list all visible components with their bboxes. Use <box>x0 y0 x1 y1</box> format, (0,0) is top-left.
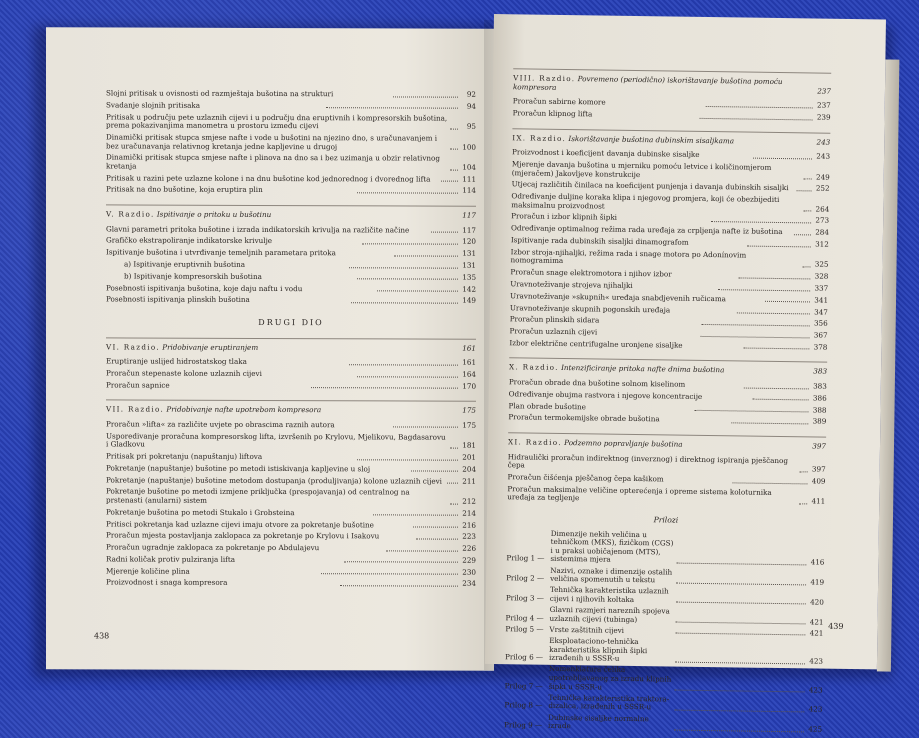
toc-entry-title: Pokretanje (napuštanje) bušotine metodom dostupanja (produljivanja) kolone uzlaznih cijevi <box>106 475 442 486</box>
toc-entry <box>106 464 476 474</box>
toc-entry-page: 411 <box>811 496 826 507</box>
section-title <box>513 74 817 95</box>
toc-entry-page: 230 <box>462 567 476 577</box>
toc-entry-title: Proračun i izbor klipnih šipki <box>511 211 618 223</box>
appendix-entry <box>504 713 822 735</box>
appendix-page: 423 <box>808 704 823 715</box>
toc-entry-title: Dinamički pritisak stupca smjese nafte i plinova na dno sa i bez uzimanja u obzir relativnog kretanja <box>106 152 440 171</box>
toc-entry-title: Pritisci pokretanja kad uzlazne cijevi imaju otvore za pokretanje bušotine <box>106 518 374 529</box>
appendix-title: Eksploataciono-tehnička karakteristika klipnih šipki izrađenih u SSSR-u <box>548 635 648 664</box>
toc-entry-title: Određivanje optimalnog režima rada uređaja za crpljenja nafte iz bušotina <box>510 223 783 237</box>
dot-leader <box>416 538 458 539</box>
dot-leader <box>733 482 808 484</box>
section-prefix: VIII. Razdio. <box>513 73 576 84</box>
dot-leader <box>357 376 458 377</box>
appendix-title: Tehnička karakteristika uzlaznih cijevi i njihovih koltaka <box>549 585 669 604</box>
section-page: 175 <box>462 405 476 416</box>
toc-entry-page: 386 <box>812 393 827 403</box>
section-page: 243 <box>816 137 831 147</box>
toc-entry-page: 328 <box>814 271 829 281</box>
appendix-title: Dubinske sisaljke normalne izrade <box>548 712 649 731</box>
toc-entry-title: Pokretanje bušotine po metodi izmjene priključka (prespojavanja) od centralnog na prstenasti (anularni) sistem <box>106 486 410 505</box>
toc-entry-title: Pokretanje (napuštanje) bušotine po metodi istiskivanja kapljevine u sloj <box>106 463 371 474</box>
section-heading <box>508 432 826 451</box>
dot-leader <box>752 399 808 401</box>
dot-leader <box>326 108 458 109</box>
appendix-label: Prilog 8 — <box>504 700 543 711</box>
toc-entry <box>106 369 476 379</box>
toc-entry-title: Određivanje obujma rastvora i njegove koncentracije <box>508 389 703 401</box>
toc-entry-title: Pokretanje bušotina po metodi Stukalo i Grobsteina <box>106 507 295 517</box>
toc-entry-title: Proizvodnost i koeficijent davanja dubinske sisaljke <box>512 147 700 160</box>
section-prefix: VI. Razdio. <box>106 341 160 352</box>
toc-entry-page: 243 <box>816 151 831 161</box>
dot-leader <box>394 255 458 256</box>
toc-entry-title: Proračun maksimalne veličine opterećenja i opreme sistema koloturnika uređaja za tegljenje <box>507 483 772 503</box>
toc-entry-title: Proračun klipnog lifta <box>512 108 593 119</box>
toc-entry-page: 212 <box>462 496 476 506</box>
toc-entry-page: 149 <box>462 296 476 306</box>
toc-entry <box>106 133 476 151</box>
dot-leader <box>753 157 812 159</box>
appendix-entry <box>506 529 824 568</box>
dot-leader <box>349 364 458 365</box>
toc-entry-page: 95 <box>466 121 476 131</box>
toc-entry <box>507 485 825 507</box>
toc-entry <box>106 555 476 565</box>
section-name: Pridobivanje nafte upotrebom kompresora <box>166 404 322 415</box>
section-page: 237 <box>817 86 832 96</box>
dot-leader <box>803 211 811 212</box>
toc-entry-page: 201 <box>462 452 476 462</box>
dot-leader <box>747 245 811 247</box>
dot-leader <box>340 585 458 586</box>
section-prefix: IX. Razdio. <box>512 132 567 143</box>
toc-entry-page: 214 <box>462 508 476 518</box>
toc-entry-title: Dinamički pritisak stupca smjese nafte i vode u bušotini na njezino dno, s uračunavanjem i bez uračunavanja relativnog kretanja jedne kapljevine u drugoj <box>106 132 437 151</box>
toc-entry-title: Proračun plinskih sidara <box>509 314 600 325</box>
section-name: Pridobivanje eruptiranjem <box>162 342 259 352</box>
toc-entry-page: 204 <box>462 464 477 474</box>
appendix-label: Prilog 6 — <box>504 652 544 662</box>
appendix-label: Prilog 3 — <box>505 593 545 603</box>
toc-entry-page: 229 <box>462 555 476 565</box>
dot-leader <box>377 291 458 292</box>
dot-leader <box>675 690 805 693</box>
dot-leader <box>357 459 458 460</box>
section-title <box>512 134 816 147</box>
toc-entry-title: Uravnoteživanje »skupnih« uređaja snabdjevenih ručicama <box>510 291 727 304</box>
toc-entry <box>106 544 476 554</box>
toc-entry-title: Proračun ugradnje zaklopaca za pokretanje po Abdulajevu <box>106 542 320 553</box>
appendix-entry <box>506 566 824 588</box>
section-page: 383 <box>813 366 828 377</box>
dot-leader <box>800 471 808 472</box>
appendix-entry <box>505 665 823 695</box>
toc-entry-title: Uravnoteživanje skupnih pogonskih uređaja <box>509 302 671 315</box>
dot-leader <box>450 503 458 504</box>
toc-entry <box>106 432 476 450</box>
appendix-label: Prilog 4 — <box>505 612 544 623</box>
toc-entry-title: b) Ispitivanje kompresorskih bušotina <box>124 271 262 281</box>
toc-entry-title: Proizvodnost i snaga kompresora <box>106 577 228 588</box>
dot-leader <box>676 563 806 566</box>
section-title <box>106 406 462 416</box>
section-name: Ispitivanje o pritoku u bušotinu <box>156 209 272 220</box>
toc-entry-page: 226 <box>462 543 477 553</box>
toc-entry-page: 94 <box>466 101 477 111</box>
section-prefix: X. Razdio. <box>509 362 559 373</box>
toc-entry-page: 337 <box>814 283 829 293</box>
toc-entry-title: Izbor stroja-njihaljki, režima rada i snage motora po Adonínovim nomogramima <box>510 247 747 266</box>
page-edge <box>877 59 900 671</box>
toc-entry-title: Proračun »lifta« za različite uvjete po obrascima raznih autora <box>106 419 335 430</box>
toc-entry-title: Proračun uzlaznih cijevi <box>509 326 598 337</box>
dot-leader <box>676 622 806 625</box>
toc-entry <box>106 508 476 518</box>
toc-entry-title: Određivanje duljine koraka klipa i njegovog promjera, koji će obezbijediti maksimalnu proizvodnost <box>511 191 780 211</box>
dot-leader <box>676 582 806 585</box>
toc-entry-page: 356 <box>813 318 828 329</box>
toc-entry-page: 161 <box>462 357 477 367</box>
toc-entry <box>106 186 476 196</box>
toc-entry-title: Utjecaj različitih činilaca na koeficijent punjenja i davanja dubinskih sisaljki <box>511 179 789 193</box>
toc-entry-title: Plan obrade bušotine <box>508 400 587 411</box>
toc-entry <box>512 160 830 182</box>
toc-entry-page: 92 <box>466 89 477 99</box>
toc-entry-page: 117 <box>462 225 476 235</box>
left-page <box>46 27 494 671</box>
toc-entry-title: Izbor električne centrifugalne uronjene sisaljke <box>509 338 683 350</box>
dot-leader <box>413 527 458 528</box>
toc-entry-page: 312 <box>815 239 829 249</box>
toc-entry <box>513 109 831 122</box>
dot-leader <box>731 422 808 424</box>
toc-entry-page: 409 <box>811 476 826 486</box>
section-heading <box>513 68 831 96</box>
dot-leader <box>676 602 806 605</box>
appendix-entry <box>505 636 823 666</box>
toc-entry-title: Svadanje slojnih pritisaka <box>106 100 201 110</box>
toc-entry-page: 383 <box>813 381 827 391</box>
dot-leader <box>718 289 810 291</box>
dot-leader <box>357 279 458 280</box>
toc-entry <box>106 101 476 111</box>
page-number-right: 439 <box>828 621 844 631</box>
toc-entry-title: Ispitivanje bušotina i utvrđivanje temeljnih parametara pritoka <box>106 247 336 258</box>
toc-entry <box>106 249 476 259</box>
section-name: Intenzificiranje pritoka nafte dnima bušotina <box>561 363 725 375</box>
appendices-title: Prilozi <box>653 515 679 525</box>
toc-entry-page: 131 <box>462 260 476 270</box>
toc-entry-title: Mjerenje davanja bušotina u mjerniku pomoću letvice i količinomjerom (mjeračem) Jakovljeve konstrukcije <box>511 159 772 179</box>
toc-entry-page: 223 <box>462 531 476 542</box>
toc-entry-page: 114 <box>462 186 476 196</box>
dot-leader <box>701 324 809 327</box>
appendix-label: Prilog 5 — <box>505 624 544 634</box>
toc-entry-page: 284 <box>815 227 830 237</box>
toc-entry-page: 142 <box>462 284 477 294</box>
appendix-page: 423 <box>809 656 824 666</box>
toc-entry-title: Posebnosti ispitivanja bušotina, koje daju naftu i vodu <box>106 282 303 293</box>
dot-leader <box>738 277 810 279</box>
appendix-title: Tehnička karakteristika traktora-dizalica, izrađenih u SSSR-u <box>548 692 670 712</box>
dot-leader <box>411 471 458 472</box>
dot-leader <box>802 266 810 267</box>
section-heading <box>106 337 476 353</box>
section-prefix: VII. Razdio. <box>106 404 165 414</box>
toc-entry-page: 378 <box>813 342 828 352</box>
right-toc <box>504 58 831 737</box>
toc-entry-page: 211 <box>462 476 476 486</box>
dot-leader <box>765 301 810 303</box>
part-title: DRUGI DIO <box>258 317 324 328</box>
toc-entry-title: Proračun mjesta postavljanja zaklopaca za pokretanje po Krylovu i Isakovu <box>106 530 380 541</box>
toc-entry-page: 388 <box>812 405 827 415</box>
dot-leader <box>311 387 458 389</box>
dot-leader <box>344 562 459 563</box>
toc-entry-title: Glavni parametri pritoka bušotine i izrada indikatorskih krivulja na različite načine <box>106 224 410 235</box>
dot-leader <box>797 190 812 191</box>
dot-leader <box>794 234 811 235</box>
toc-entry-page: 367 <box>813 330 828 340</box>
toc-entry <box>106 237 476 247</box>
dot-leader <box>351 302 458 303</box>
appendix-title: Vrste zaštitnih cijevi <box>549 624 625 635</box>
toc-entry-title: Radni količak protiv pulziranja lifta <box>106 554 235 564</box>
appendix-page: 423 <box>808 685 823 695</box>
section-heading <box>106 400 476 416</box>
appendix-page: 425 <box>808 724 823 734</box>
toc-entry-page: 397 <box>811 464 826 474</box>
toc-entry-title: Uravnoteživanje strojeva njihaljki <box>510 279 633 290</box>
dot-leader <box>373 515 458 516</box>
toc-entry-page: 181 <box>462 440 476 450</box>
dot-leader <box>349 267 458 268</box>
dot-leader <box>441 181 458 182</box>
section-title <box>106 343 462 353</box>
dot-leader <box>386 550 458 551</box>
dot-leader <box>674 729 804 732</box>
toc-entry <box>106 488 476 506</box>
toc-entry-page: 175 <box>462 420 477 430</box>
section-name: Podzemno popravljanje bušotina <box>564 438 683 449</box>
appendix-label: Prilog 1 — <box>506 553 545 564</box>
section-heading <box>512 128 830 147</box>
toc-entry-page: 234 <box>462 579 476 589</box>
dot-leader <box>804 178 812 179</box>
toc-entry-page: 216 <box>462 520 476 530</box>
appendix-title: Glavni razmjeri narezníh spojeva uzlaznih cijevi (tubinga) <box>549 604 670 624</box>
toc-entry <box>509 339 827 352</box>
section-name: Iskorištavanje bušotina dubinskim sisaljkama <box>568 133 735 145</box>
dot-leader <box>362 243 458 244</box>
toc-entry <box>106 296 476 306</box>
appendix-label: Prilog 2 — <box>506 573 545 583</box>
toc-entry <box>106 284 476 294</box>
toc-entry <box>106 260 476 270</box>
toc-entry-title: Proračun sabirne komore <box>512 96 606 107</box>
section-heading <box>106 204 476 220</box>
section-title <box>509 364 813 377</box>
appendix-page: 419 <box>810 577 825 587</box>
toc-entry-page: 131 <box>462 248 477 258</box>
toc-entry <box>106 154 476 172</box>
toc-entry <box>106 567 476 577</box>
dot-leader <box>675 661 805 664</box>
toc-entry-title: Ispitivanje rada dubinskih sisaljki dinamografom <box>510 235 689 247</box>
dot-leader <box>694 410 808 413</box>
toc-entry <box>106 381 476 391</box>
dot-leader <box>699 117 812 120</box>
toc-entry-page: 111 <box>462 174 477 184</box>
appendix-title: Dimenzije nekih veličina u tehničkom (MKS), fizičkom (CGS) i u praksi uobičajenom (MTS), sistemima mjera <box>550 528 674 564</box>
dot-leader <box>357 192 458 193</box>
toc-entry-title: a) Ispitivanje eruptivnih bušotina <box>124 259 246 269</box>
appendix-label: Prilog 9 — <box>504 720 543 730</box>
toc-entry-title: Proračun stepenaste kolone uzlaznih cijevi <box>106 368 262 378</box>
toc-entry-title: Mjerenje količine plina <box>106 566 190 576</box>
toc-entry-title: Pritisak pri pokretanju (napuštanju) liftova <box>106 451 263 462</box>
appendix-entry <box>506 586 824 608</box>
toc-entry <box>106 420 476 430</box>
dot-leader <box>711 221 811 223</box>
appendix-entry <box>506 605 824 627</box>
section-heading <box>509 358 827 377</box>
appendix-title: Nazivi, oznake i dimenzije ostalih veličina spomenutih u tekstu <box>550 565 673 585</box>
section-page: 117 <box>462 210 476 220</box>
section-title <box>508 438 812 451</box>
toc-entry <box>106 358 476 368</box>
dot-leader <box>737 313 810 315</box>
dot-leader <box>674 710 804 713</box>
toc-entry-title: Proračun snage elektromotora i njihov izbor <box>510 267 672 279</box>
section-prefix: V. Razdio. <box>106 209 155 219</box>
dot-leader <box>321 573 458 574</box>
toc-entry-title: Proračun termokemijske obrade bušotina <box>508 412 660 424</box>
toc-entry-page: 252 <box>815 183 830 194</box>
toc-entry <box>106 272 476 282</box>
toc-entry-page: 135 <box>462 272 477 282</box>
dot-leader <box>393 96 458 97</box>
dot-leader <box>700 336 809 339</box>
toc-entry <box>106 476 476 486</box>
dot-leader <box>675 633 805 636</box>
toc-entry <box>106 174 476 184</box>
dot-leader <box>450 169 458 170</box>
toc-entry-page: 237 <box>816 100 831 110</box>
toc-entry-title: Proračun obrade dna bušotine solnom kiselinom <box>508 377 686 389</box>
toc-entry-page: 100 <box>462 142 476 152</box>
toc-entry <box>508 453 826 475</box>
dot-leader <box>799 503 807 504</box>
dot-leader <box>744 387 809 389</box>
dot-leader <box>447 483 458 484</box>
toc-entry <box>106 225 476 235</box>
left-toc <box>106 89 476 592</box>
toc-entry <box>510 248 828 270</box>
appendix-title: Nomenklatura čelika upotrebljavanog za izradu klipnih šipki u SSSR-u <box>548 664 672 692</box>
section-prefix: XI. Razdio. <box>507 437 562 447</box>
dot-leader <box>743 348 809 350</box>
toc-entry-title: Pritisak u području pete uzlaznih cijevi i u području dna eruptivnih i kompresorskih bušotina, prema pokazivanjima manometra u prostoru između cijevi <box>106 111 448 131</box>
section-page: 161 <box>462 343 476 353</box>
appendix-page: 421 <box>809 617 824 627</box>
toc-entry-page: 164 <box>462 369 476 379</box>
toc-entry-title: Pritisak u razini pete uzlazne kolone i na dnu bušotine kod jednorednog i dvorednog lifta <box>106 173 431 184</box>
dot-leader <box>706 106 813 108</box>
toc-entry-title: Posebnosti ispitivanja plinskih bušotina <box>106 294 250 305</box>
toc-entry-title: Proračun čišćenja pješčanog čepa kašikom <box>507 472 664 484</box>
toc-entry-title: Pritisak na dno bušotine, koja eruptira plin <box>106 184 263 195</box>
toc-entry-page: 264 <box>815 204 830 214</box>
toc-entry-page: 347 <box>814 307 828 317</box>
toc-entry-page: 325 <box>814 259 829 270</box>
toc-entry-page: 273 <box>815 215 830 226</box>
section-page: 397 <box>812 441 827 451</box>
dot-leader <box>450 128 458 129</box>
appendix-page: 421 <box>809 628 824 638</box>
appendix-page: 416 <box>810 557 825 567</box>
toc-entry-title: Hidraulički proračun indirektnog (inverznog) i direktnog ispiranja pješčanog čepa <box>507 451 789 470</box>
appendix-page: 420 <box>810 597 824 607</box>
toc-entry-title: Eruptiranje uslijed hidrostatskog tlaka <box>106 356 247 367</box>
toc-entry <box>106 579 476 589</box>
toc-entry-page: 170 <box>462 381 477 391</box>
toc-entry <box>106 113 476 131</box>
toc-entry-title: Slojni pritisak u ovisnosti od razmještaja bušotina na strukturi <box>106 88 334 99</box>
toc-entry <box>106 89 476 99</box>
appendix-entry <box>504 693 822 715</box>
toc-entry-page: 249 <box>815 172 830 182</box>
dot-leader <box>450 149 458 150</box>
toc-entry-page: 104 <box>462 162 476 172</box>
page-number-left: 438 <box>94 631 110 641</box>
toc-entry-title: Proračun sapnice <box>106 380 170 390</box>
toc-entry-page: 239 <box>816 112 831 122</box>
toc-entry-title: Grafičko ekstrapoliranje indikatorske krivulje <box>106 235 273 246</box>
toc-entry-page: 341 <box>814 295 829 305</box>
toc-entry <box>106 520 476 530</box>
section-title <box>106 210 462 220</box>
toc-entry <box>106 452 476 462</box>
section-name: Povremeno (periodično) iskorištavanje bušotina pomoću kompresora <box>512 74 783 92</box>
toc-entry <box>511 192 829 214</box>
appendix-label: Prilog 7 — <box>504 680 543 691</box>
dot-leader <box>431 232 458 233</box>
toc-entry <box>508 414 826 427</box>
dot-leader <box>450 447 458 448</box>
right-page <box>485 14 886 734</box>
toc-entry-page: 120 <box>462 237 476 247</box>
dot-leader <box>393 427 458 428</box>
toc-entry-page: 389 <box>812 416 827 427</box>
toc-entry <box>106 532 476 542</box>
toc-entry-title: Usporedivanje proračuna kompresorskog lifta, izvršenih po Krylovu, Mjelikovu, Bagdasarovu i Gladkovu <box>106 431 446 449</box>
